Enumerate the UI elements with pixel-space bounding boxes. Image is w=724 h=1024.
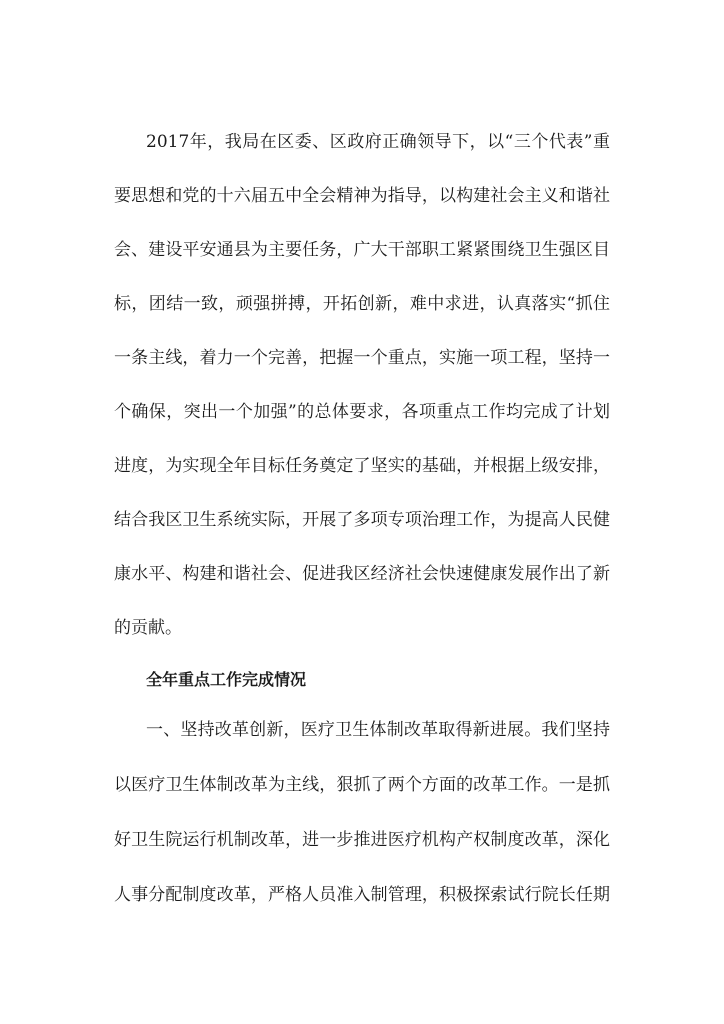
paragraph-1-line-2: 要思想和党的十六届五中全会精神为指导，以构建社会主义和谐社 <box>114 186 610 206</box>
paragraph-1-line-1: 2017年，我局在区委、区政府正确领导下，以“三个代表”重 <box>146 132 610 152</box>
paragraph-1-line-9: 康水平、构建和谐社会、促进我区经济社会快速健康发展作出了新 <box>114 564 610 584</box>
paragraph-2-line-2: 以医疗卫生体制改革为主线，狠抓了两个方面的改革工作。一是抓 <box>114 775 610 795</box>
paragraph-1-line-8: 结合我区卫生系统实际，开展了多项专项治理工作，为提高人民健 <box>114 510 610 530</box>
paragraph-1-line-6: 个确保，突出一个加强”的总体要求，各项重点工作均完成了计划 <box>114 402 610 422</box>
paragraph-1-line-7: 进度，为实现全年目标任务奠定了坚实的基础，并根据上级安排， <box>114 456 610 476</box>
paragraph-2-line-4: 人事分配制度改革，严格人员准入制管理，积极探索试行院长任期 <box>114 885 610 905</box>
paragraph-1-line-3: 会、建设平安通县为主要任务，广大干部职工紧紧围绕卫生强区目 <box>114 240 610 260</box>
section-heading: 全年重点工作完成情况 <box>146 670 307 689</box>
paragraph-2-line-1: 一、坚持改革创新，医疗卫生体制改革取得新进展。我们坚持 <box>146 720 610 740</box>
paragraph-2-line-3: 好卫生院运行机制改革，进一步推进医疗机构产权制度改革，深化 <box>114 830 610 850</box>
paragraph-1-line-5: 一条主线，着力一个完善，把握一个重点，实施一项工程，坚持一 <box>114 348 610 368</box>
paragraph-1-line-4: 标，团结一致，顽强拼搏，开拓创新，难中求进，认真落实“抓住 <box>114 294 610 314</box>
paragraph-1-line-10: 的贡献。 <box>114 618 182 638</box>
